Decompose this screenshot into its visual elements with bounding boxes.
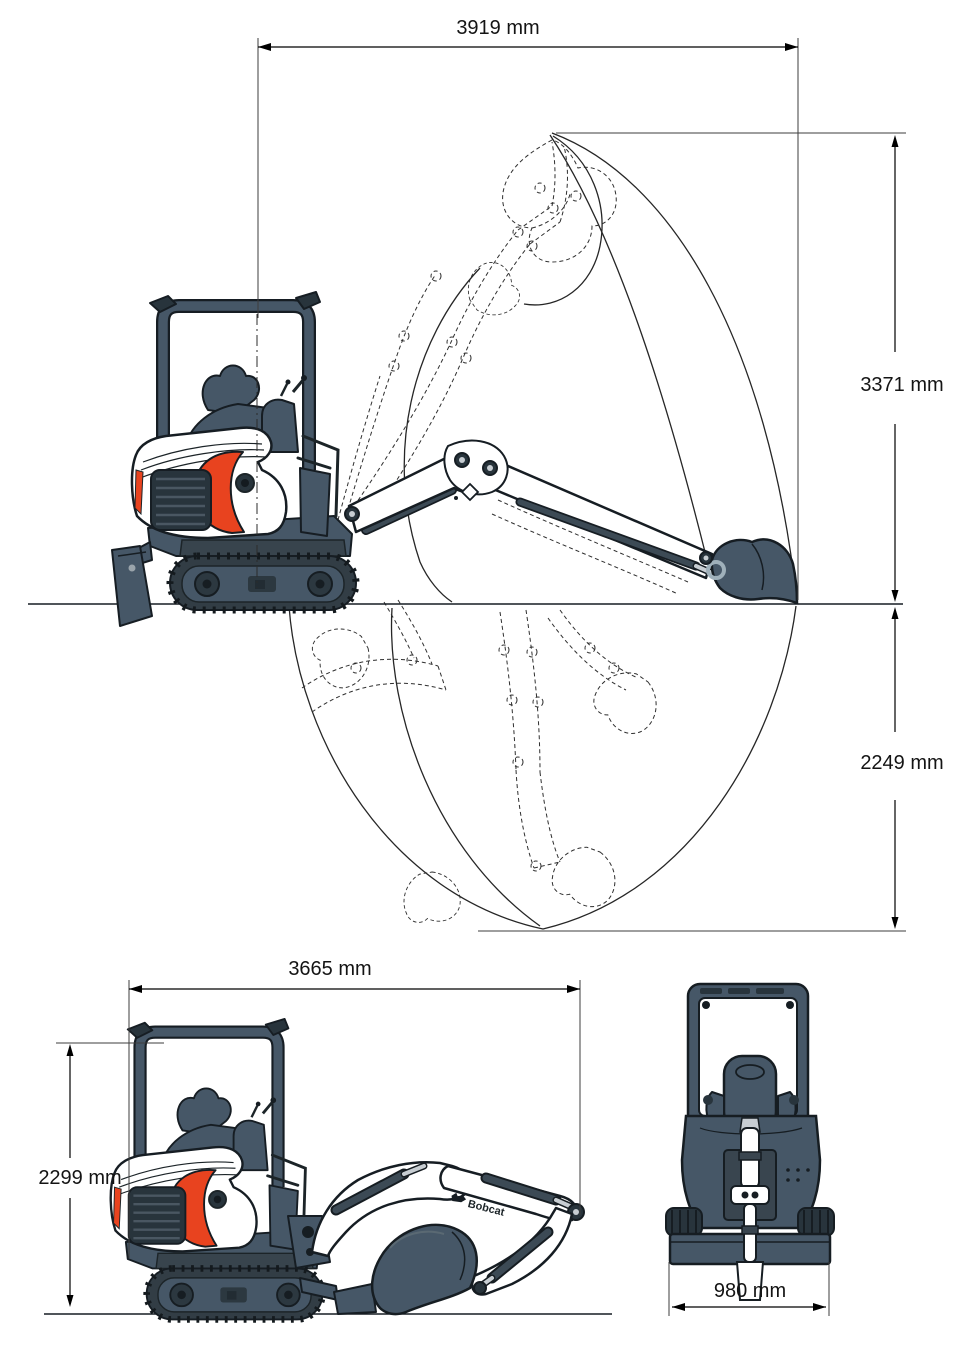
excavator-side-view	[132, 292, 356, 610]
bobcat-logo-text: Bobcat	[466, 1198, 506, 1219]
dim-label-overall-length: 3665 mm	[288, 958, 372, 980]
dimension-reach-width	[258, 17, 798, 600]
dashed-bucket	[457, 255, 526, 326]
working-range-view	[28, 17, 944, 931]
rear-blade	[112, 542, 152, 626]
envelope-peak-arc	[524, 136, 602, 305]
envelope-mid-arc	[404, 268, 480, 602]
dim-label-overall-width: 980 mm	[713, 1280, 787, 1302]
dim-label-reach-width: 3919 mm	[456, 17, 540, 39]
envelope-lower-lobe	[289, 606, 796, 929]
dashed-bucket	[586, 661, 669, 742]
dim-label-dig-depth: 2249 mm	[860, 752, 944, 774]
excavator-transport-body	[111, 1019, 323, 1320]
arm-max-reach	[345, 441, 797, 603]
transport-view	[38, 958, 612, 1319]
front-view	[666, 984, 834, 1316]
bucket-folded	[372, 1225, 477, 1314]
dim-label-height-above-ground: 3371 mm	[860, 374, 944, 396]
dashed-bucket	[305, 618, 380, 696]
envelope-inner-arc	[550, 135, 706, 556]
dim-label-overall-height: 2299 mm	[38, 1167, 122, 1189]
dimension-dig-depth	[478, 607, 944, 931]
